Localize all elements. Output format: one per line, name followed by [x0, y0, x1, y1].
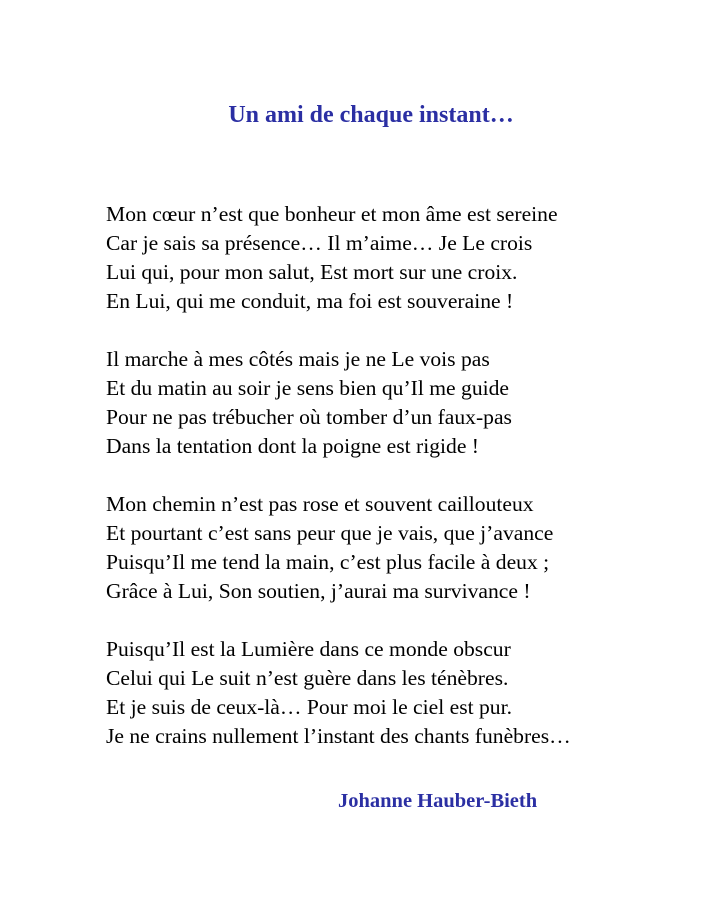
verse-line: Lui qui, pour mon salut, Est mort sur une croix.	[106, 260, 518, 284]
stanza	[106, 200, 696, 316]
poem-title: Un ami de chaque instant…	[228, 102, 514, 128]
verse-line: Et je suis de ceux-là… Pour moi le ciel est pur.	[106, 695, 512, 719]
verse-line: Dans la tentation dont la poigne est rigide !	[106, 434, 479, 458]
verse-line: Mon chemin n’est pas rose et souvent caillouteux	[106, 492, 534, 516]
verse-line: Et pourtant c’est sans peur que je vais, que j’avance	[106, 521, 554, 545]
verse-line: En Lui, qui me conduit, ma foi est souveraine !	[106, 289, 514, 313]
author-signature: Johanne Hauber-Bieth	[338, 790, 538, 812]
verse-line: Celui qui Le suit n’est guère dans les ténèbres.	[106, 666, 509, 690]
stanza	[106, 490, 696, 606]
verse-line: Il marche à mes côtés mais je ne Le vois pas	[106, 347, 490, 371]
verse-line: Et du matin au soir je sens bien qu’Il me guide	[106, 376, 509, 400]
poem-body	[106, 200, 696, 751]
stanza	[106, 345, 696, 461]
verse-line: Je ne crains nullement l’instant des chants funèbres…	[106, 724, 571, 748]
verse-line: Pour ne pas trébucher où tomber d’un faux-pas	[106, 405, 512, 429]
verse-line: Puisqu’Il est la Lumière dans ce monde obscur	[106, 637, 511, 661]
verse-line: Mon cœur n’est que bonheur et mon âme est sereine	[106, 202, 558, 226]
verse-line: Grâce à Lui, Son soutien, j’aurai ma survivance !	[106, 579, 531, 603]
stanza	[106, 635, 696, 751]
verse-line: Car je sais sa présence… Il m’aime… Je Le crois	[106, 231, 533, 255]
verse-line: Puisqu’Il me tend la main, c’est plus facile à deux ;	[106, 550, 550, 574]
